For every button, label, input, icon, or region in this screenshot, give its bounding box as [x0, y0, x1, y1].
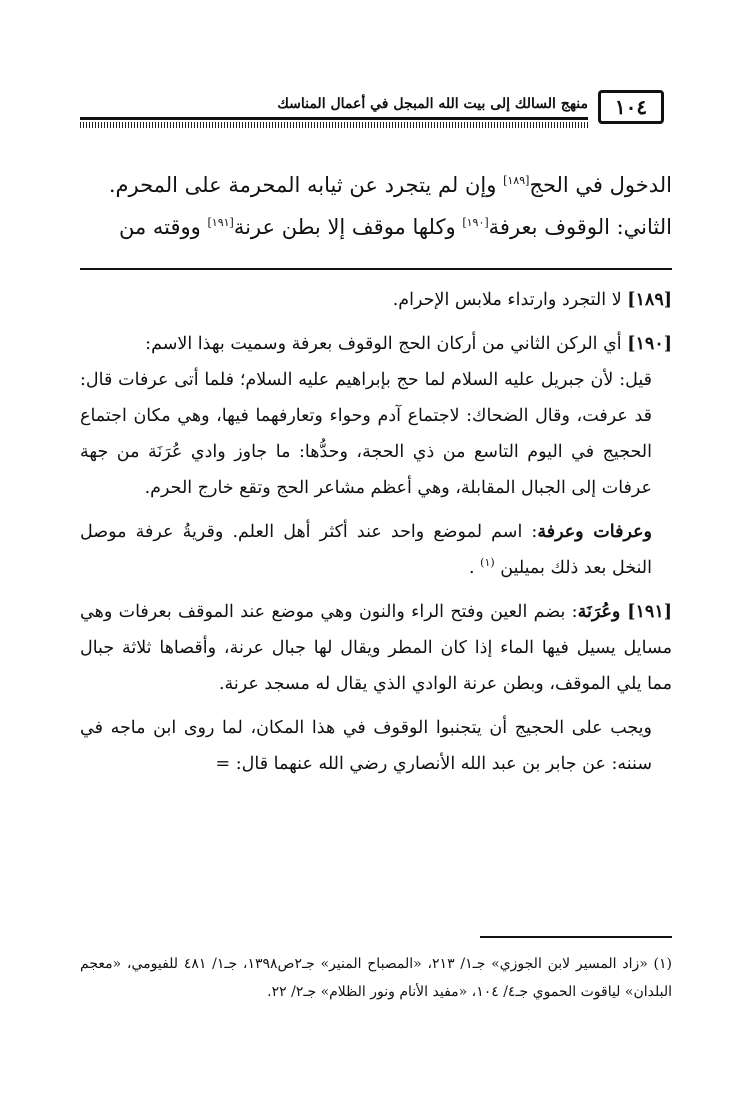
main-line-1-b: وإن لم يتجرد عن ثيابه المحرمة على المحرم.	[108, 173, 504, 197]
footnote-separator	[480, 936, 672, 938]
header-rule	[80, 117, 588, 120]
main-line-2-c: ووقته من	[118, 215, 208, 239]
page-number: ١٠٤	[598, 90, 664, 124]
note-190-para-1: قيل: لأن جبريل عليه السلام لما حج بإبراهيم عليه السلام؛ فلما أتى عرفات قال: قد عرفت، وقال الضحاك: لاجتماع آدم وحواء وتعارفهما فيها، وهي مكان اجتماع الحجيج في اليوم التاسع من ذي الحجة، وحدُّها: ما جاوز وادي عُرَنَة من جهة عرفات إلى الجبال المقابلة، وهي أعظم مشاعر الحج وتقع خارج الحرم.	[80, 370, 652, 498]
note-189-number: [١٨٩]	[627, 290, 672, 310]
note-190-para-2	[80, 514, 672, 586]
ref-189: [١٨٩]	[503, 174, 530, 187]
note-191-term: وعُرَنَة	[577, 602, 628, 622]
main-line-2-a: الثاني: الوقوف بعرفة	[488, 215, 672, 239]
main-line-2-b: وكلها موقف إلا بطن عرنة	[233, 215, 463, 239]
notes-separator	[80, 268, 672, 270]
footnote: (١) «زاد المسير لابن الجوزي» جـ١/ ٢١٣، «المصباح المنير» جـ٢ص١٣٩٨، جـ١/ ٤٨١ للفيومي، «معجم البلدان» لياقوت الحموي جـ٤/ ١٠٤، «مفيد الأنام ونور الظلام» جـ٢/ ٢٢.	[80, 956, 673, 1000]
ref-191: [١٩١]	[207, 216, 234, 229]
note-191-text: : بضم العين وفتح الراء والنون وهي موضع عند الموقف بعرفات وهي مسايل يسيل فيها الماء إذا كان المطر ويقال لها جبال عرنة، وأقصاها ثلاثة جبال مما يلي الموقف، وبطن عرنة الوادي الذي يقال له مسجد عرنة.	[80, 602, 672, 694]
note-190-para-2-text: : اسم لموضع واحد عند أكثر أهل العلم. وقريةُ عرفة موصل النخل بعد ذلك بميلين	[80, 522, 652, 578]
footnote-ref-1: (١)	[480, 556, 495, 570]
main-text	[80, 164, 672, 248]
notes-section	[80, 282, 672, 790]
main-line-1-a: الدخول في الحج	[529, 173, 672, 197]
ref-190: [١٩٠]	[462, 216, 489, 229]
note-190-number: [١٩٠]	[627, 334, 672, 354]
closing-paragraph: ويجب على الحجيج أن يتجنبوا الوقوف في هذا المكان، لما روى ابن ماجه في سننه: عن جابر بن عبد الله الأنصاري رضي الله عنهما قال: =	[80, 718, 652, 774]
note-189-text: لا التجرد وارتداء ملابس الإحرام.	[392, 290, 628, 310]
note-191	[80, 594, 672, 702]
running-title: منهج السالك إلى بيت الله المبجل في أعمال المناسك	[277, 96, 588, 112]
note-190	[80, 326, 672, 362]
note-190-para-2-term: وعرفات وعرفة	[537, 522, 652, 542]
main-line-1	[80, 164, 672, 206]
note-189	[80, 282, 672, 318]
note-190-para-2-end: .	[469, 558, 481, 578]
header-hatch-rule	[80, 122, 588, 128]
note-191-number: [١٩١]	[627, 602, 673, 622]
main-line-2	[80, 206, 672, 248]
page-header	[80, 84, 672, 134]
note-190-text: أي الركن الثاني من أركان الحج الوقوف بعرفة وسميت بهذا الاسم:	[145, 334, 628, 354]
